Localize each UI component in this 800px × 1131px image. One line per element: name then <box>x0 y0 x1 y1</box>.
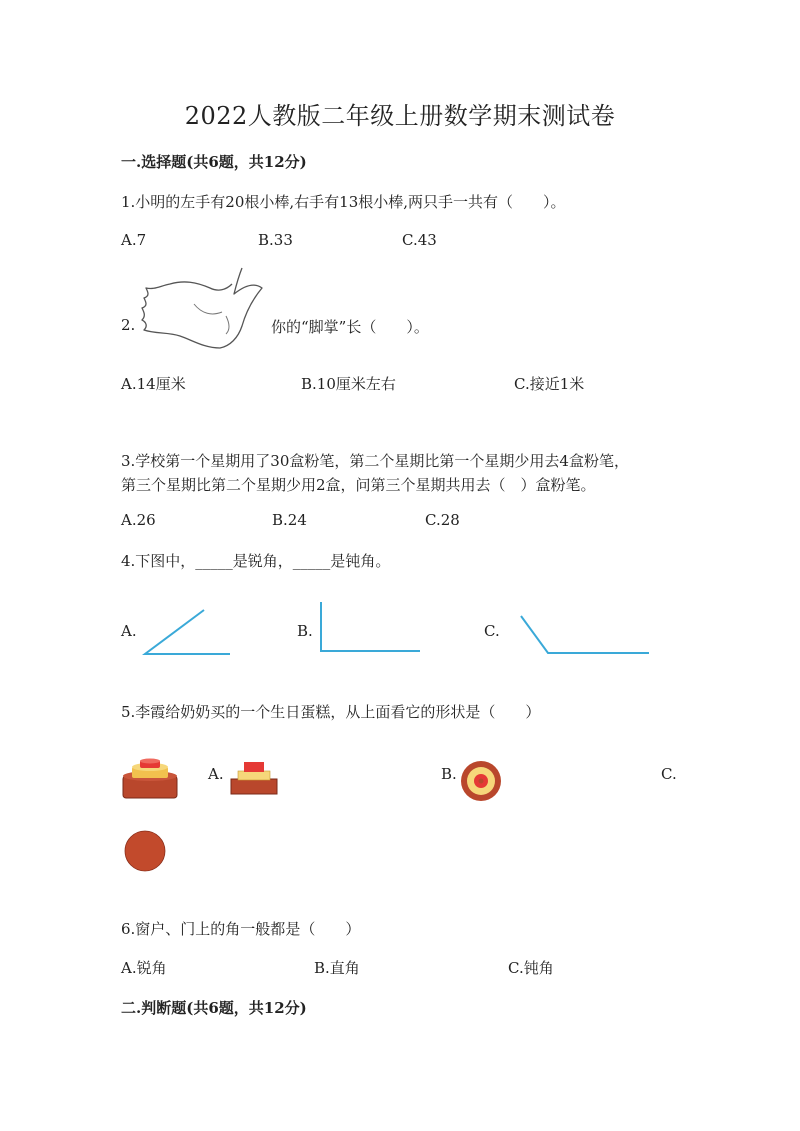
q3-option-c: C.28 <box>425 511 460 529</box>
q2-option-c: C.接近1米 <box>514 375 585 393</box>
q5-option-b: B. <box>441 765 457 783</box>
q6-option-a: A.锐角 <box>121 959 167 977</box>
q1-option-b: B.33 <box>258 231 293 249</box>
q5-option-a: A. <box>208 765 224 783</box>
q6-option-b: B.直角 <box>314 959 360 977</box>
q4-option-a: A. <box>121 622 137 640</box>
q5-option-c: C. <box>661 765 677 783</box>
section-heading-choice: 一.选择题(共6题，共12分) <box>121 153 307 171</box>
question-2-number: 2. <box>121 316 136 334</box>
obtuse-angle-figure <box>518 614 652 656</box>
page-title: 2022人教版二年级上册数学期末测试卷 <box>184 102 616 130</box>
q4-option-c: C. <box>484 622 500 640</box>
q6-option-c: C.钝角 <box>508 959 554 977</box>
acute-angle-figure <box>142 608 232 658</box>
q2-option-b: B.10厘米左右 <box>301 375 396 393</box>
question-3-line-2: 第三个星期比第二个星期少用2盒，问第三个星期共用去（ ）盒粉笔。 <box>121 476 596 494</box>
foot-sketch-image <box>134 264 266 350</box>
question-4: 4.下图中，_____是锐角，_____是钝角。 <box>121 552 391 570</box>
question-1: 1.小明的左手有20根小棒,右手有13根小棒,两只手一共有（ ）。 <box>121 193 566 211</box>
q4-option-b: B. <box>297 622 313 640</box>
q3-option-a: A.26 <box>121 511 156 529</box>
question-5: 5.李霞给奶奶买的一个生日蛋糕，从上面看它的形状是（ ） <box>121 703 541 721</box>
q2-option-a: A.14厘米 <box>121 375 186 393</box>
section-heading-true-false: 二.判断题(共6题，共12分) <box>121 999 307 1017</box>
right-angle-figure <box>318 600 422 654</box>
cake-top-view-plain-circle <box>124 830 166 872</box>
question-6: 6.窗户、门上的角一般都是（ ） <box>121 920 361 938</box>
question-2: 你的“脚掌”长（ ）。 <box>271 318 429 336</box>
cake-top-view-rings <box>460 760 502 802</box>
q3-option-b: B.24 <box>272 511 307 529</box>
birthday-cake-image <box>122 758 178 800</box>
q1-option-a: A.7 <box>121 231 147 249</box>
q1-option-c: C.43 <box>402 231 437 249</box>
cake-front-view <box>230 760 278 796</box>
question-3-line-1: 3.学校第一个星期用了30盒粉笔，第二个星期比第一个星期少用去4盒粉笔， <box>121 452 629 470</box>
